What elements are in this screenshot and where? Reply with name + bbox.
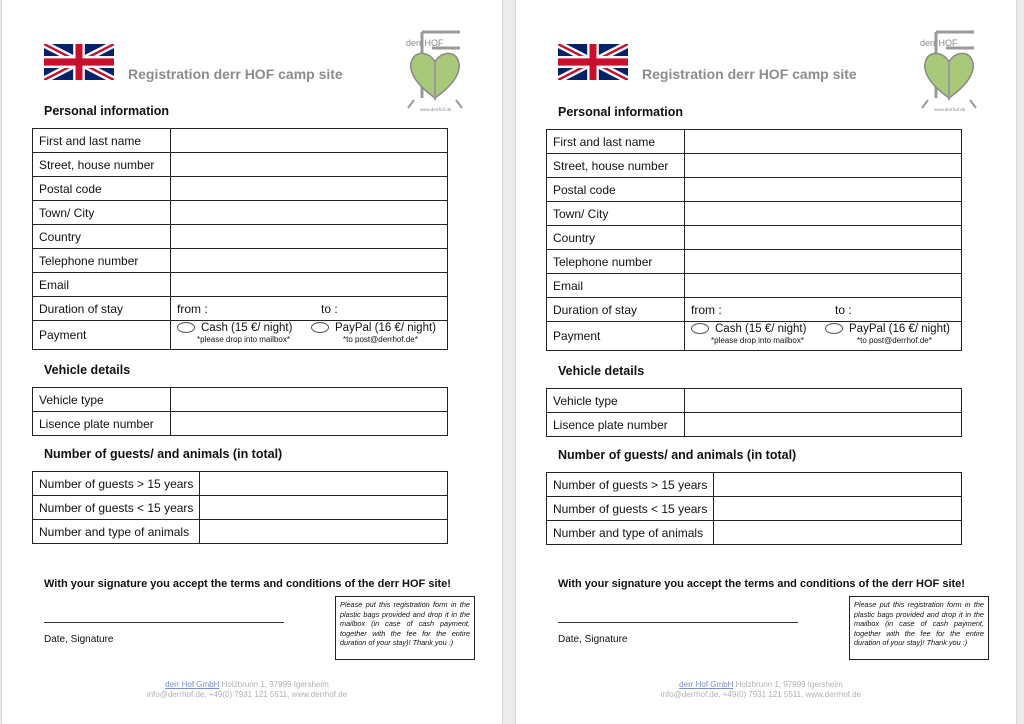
duration-to-label: to : <box>321 301 338 316</box>
field-label: Payment <box>33 321 171 350</box>
field-label: Street, house number <box>547 154 685 178</box>
plate-number-field[interactable] <box>685 413 962 437</box>
field-label: Number and type of animals <box>33 520 200 544</box>
table-row <box>547 130 962 154</box>
table-row <box>547 473 962 497</box>
email-field[interactable] <box>171 273 448 297</box>
footer-link[interactable]: derr Hof GmbH <box>165 680 220 689</box>
postal-code-field[interactable] <box>171 177 448 201</box>
footer-contact: info@derrhof.de, +49(0) 7931 121 5511, www.derrhof.de <box>660 690 862 699</box>
table-row <box>547 178 962 202</box>
paypal-note: *to post@derrhof.de* <box>857 336 932 345</box>
cash-radio-icon[interactable] <box>177 322 195 333</box>
table-row <box>33 520 448 544</box>
vehicle-type-field[interactable] <box>171 388 448 412</box>
field-label: Town/ City <box>547 202 685 226</box>
field-label: Duration of stay <box>547 298 685 322</box>
table-row <box>547 322 962 351</box>
derrhof-logo-icon <box>404 28 466 112</box>
field-label: Telephone number <box>547 250 685 274</box>
paypal-note: *to post@derrhof.de* <box>343 335 418 344</box>
personal-table <box>32 128 448 350</box>
signature-text: With your signature you accept the terms and conditions of the derr HOF site! <box>44 578 451 590</box>
duration-from-label: from : <box>691 302 722 317</box>
footer-line1: Holzbrunn 1, 97999 Igersheim <box>221 680 329 689</box>
field-label: First and last name <box>33 129 171 153</box>
field-label: Number of guests < 15 years <box>33 496 200 520</box>
adults-count-field[interactable] <box>200 472 448 496</box>
field-label: Postal code <box>33 177 171 201</box>
table-row <box>547 202 962 226</box>
vehicle-table <box>546 388 962 437</box>
table-row <box>33 273 448 297</box>
table-row <box>547 497 962 521</box>
children-count-field[interactable] <box>200 496 448 520</box>
signature-label: Date, Signature <box>558 634 628 645</box>
personal-heading: Personal information <box>558 105 684 119</box>
field-label: Number of guests < 15 years <box>547 497 714 521</box>
field-label: Country <box>547 226 685 250</box>
table-row <box>547 389 962 413</box>
paypal-option[interactable] <box>311 322 436 334</box>
table-row <box>33 201 448 225</box>
country-field[interactable] <box>171 225 448 249</box>
table-row <box>33 249 448 273</box>
table-row <box>33 321 448 350</box>
uk-flag-icon <box>44 44 114 80</box>
duration-from-label: from : <box>177 301 208 316</box>
email-field[interactable] <box>685 274 962 298</box>
field-label: Number and type of animals <box>547 521 714 545</box>
cash-note: *please drop into mailbox* <box>711 336 804 345</box>
paypal-radio-icon[interactable] <box>311 322 329 333</box>
table-row <box>33 496 448 520</box>
vehicle-type-field[interactable] <box>685 389 962 413</box>
footer-link[interactable]: derr Hof GmbH <box>679 680 734 689</box>
personal-heading: Personal information <box>44 104 170 118</box>
derrhof-logo-icon <box>918 28 980 112</box>
field-label: Vehicle type <box>547 389 685 413</box>
table-row <box>33 225 448 249</box>
field-label: Postal code <box>547 178 685 202</box>
signature-text: With your signature you accept the terms and conditions of the derr HOF site! <box>558 578 965 590</box>
vehicle-heading: Vehicle details <box>44 363 131 377</box>
instruction-note: Please put this registration form in the plastic bags provided and drop it in the mailbox (in case of cash payment, together with the fee for the entire duration of your stay)! Thank you :) <box>335 596 475 660</box>
field-label: Number of guests > 15 years <box>547 473 714 497</box>
town-field[interactable] <box>171 201 448 225</box>
logo-text: derr HOF <box>920 38 958 48</box>
table-row <box>33 472 448 496</box>
animals-field[interactable] <box>200 520 448 544</box>
signature-line[interactable] <box>44 622 284 623</box>
table-row <box>33 412 448 436</box>
cash-option[interactable] <box>177 322 292 334</box>
footer-line1: Holzbrunn 1, 97999 Igersheim <box>735 680 843 689</box>
cash-note: *please drop into mailbox* <box>197 335 290 344</box>
street-field[interactable] <box>685 154 962 178</box>
page-title: Registration derr HOF camp site <box>128 66 343 82</box>
paypal-option[interactable] <box>825 323 950 335</box>
logo-url: www.derrhof.de <box>934 107 966 112</box>
table-row <box>547 154 962 178</box>
name-field[interactable] <box>171 129 448 153</box>
street-field[interactable] <box>171 153 448 177</box>
field-label: Town/ City <box>33 201 171 225</box>
field-label: Telephone number <box>33 249 171 273</box>
plate-number-field[interactable] <box>171 412 448 436</box>
field-label: Payment <box>547 322 685 351</box>
signature-label: Date, Signature <box>44 634 114 645</box>
duration-field[interactable] <box>171 297 448 321</box>
telephone-field[interactable] <box>171 249 448 273</box>
cash-option[interactable] <box>691 323 806 335</box>
guests-table <box>546 472 962 545</box>
cash-radio-icon[interactable] <box>691 323 709 334</box>
paypal-radio-icon[interactable] <box>825 323 843 334</box>
field-label: First and last name <box>547 130 685 154</box>
children-count-field[interactable] <box>714 497 962 521</box>
table-row <box>33 129 448 153</box>
table-row <box>547 298 962 322</box>
animals-field[interactable] <box>714 521 962 545</box>
town-field[interactable] <box>685 202 962 226</box>
table-row <box>33 153 448 177</box>
duration-field[interactable] <box>685 298 962 322</box>
cash-option-label: Cash (15 €/ night) <box>201 322 293 334</box>
instruction-note: Please put this registration form in the plastic bags provided and drop it in the mailbox (in case of cash payment, together with the fee for the entire duration of your stay)! Thank you :) <box>849 596 989 660</box>
document-page-left <box>2 0 502 724</box>
duration-to-label: to : <box>835 302 852 317</box>
table-row <box>547 226 962 250</box>
cash-option-label: Cash (15 €/ night) <box>715 323 807 335</box>
paypal-option-label: PayPal (16 €/ night) <box>335 322 437 334</box>
table-row <box>547 250 962 274</box>
table-row <box>547 274 962 298</box>
logo-url: www.derrhof.de <box>420 107 452 112</box>
vehicle-table <box>32 387 448 436</box>
table-row <box>33 297 448 321</box>
table-row <box>547 521 962 545</box>
document-page-right <box>516 0 1016 724</box>
field-label: Number of guests > 15 years <box>33 472 200 496</box>
telephone-field[interactable] <box>685 250 962 274</box>
payment-field <box>685 322 962 351</box>
field-label: Duration of stay <box>33 297 171 321</box>
guests-heading: Number of guests/ and animals (in total) <box>558 448 797 462</box>
footer-contact: info@derrhof.de, +49(0) 7931 121 5511, www.derrhof.de <box>146 690 348 699</box>
adults-count-field[interactable] <box>714 473 962 497</box>
field-label: Vehicle type <box>33 388 171 412</box>
name-field[interactable] <box>685 130 962 154</box>
guests-heading: Number of guests/ and animals (in total) <box>44 447 283 461</box>
uk-flag-icon <box>558 44 628 80</box>
guests-table <box>32 471 448 544</box>
postal-code-field[interactable] <box>685 178 962 202</box>
table-row <box>33 177 448 201</box>
table-row <box>33 388 448 412</box>
paypal-option-label: PayPal (16 €/ night) <box>849 323 951 335</box>
field-label: Email <box>33 273 171 297</box>
signature-line[interactable] <box>558 622 798 623</box>
field-label: Lisence plate number <box>547 413 685 437</box>
payment-field <box>171 321 448 350</box>
field-label: Street, house number <box>33 153 171 177</box>
footer-address <box>636 680 886 689</box>
footer-address <box>122 680 372 689</box>
table-row <box>547 413 962 437</box>
personal-table <box>546 129 962 351</box>
field-label: Country <box>33 225 171 249</box>
field-label: Email <box>547 274 685 298</box>
field-label: Lisence plate number <box>33 412 171 436</box>
page-title: Registration derr HOF camp site <box>642 66 857 82</box>
country-field[interactable] <box>685 226 962 250</box>
logo-text: derr HOF <box>406 38 444 48</box>
vehicle-heading: Vehicle details <box>558 364 645 378</box>
